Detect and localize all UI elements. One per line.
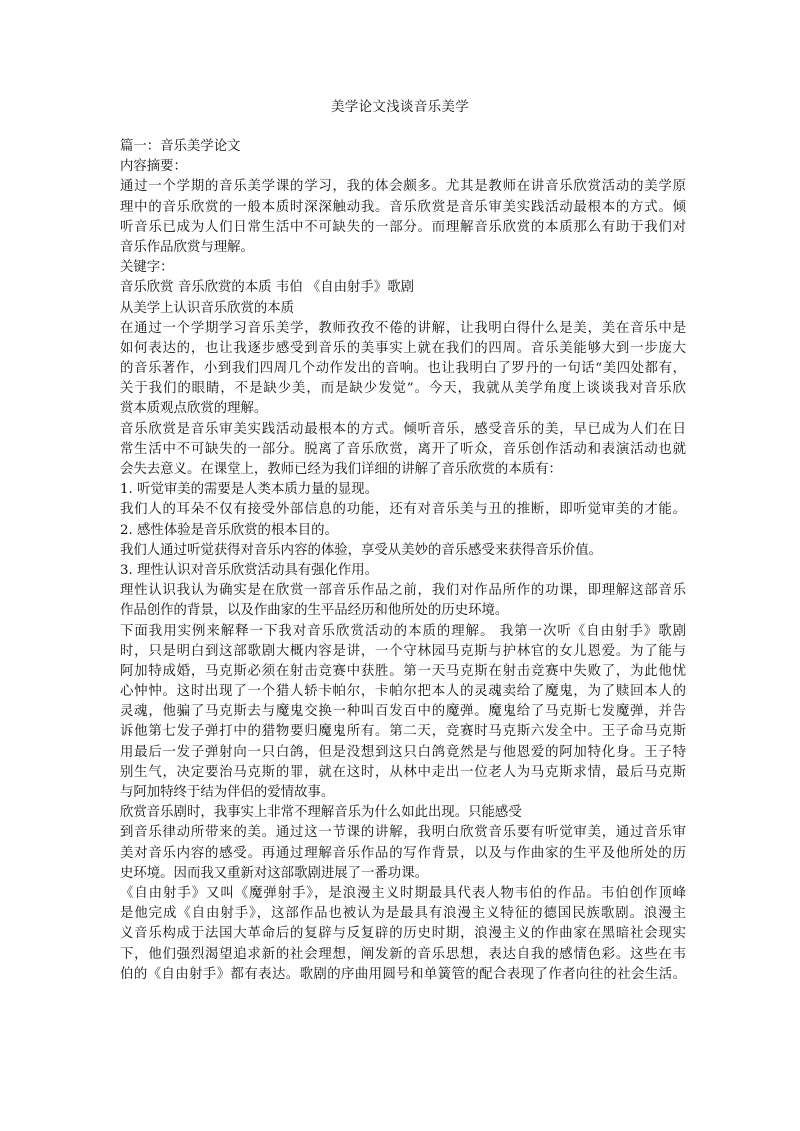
text-line: 灵魂，他骗了马克斯去与魔鬼交换一种叫百发百中的魔弹。魔鬼给了马克斯七发魔弹，并告: [120, 704, 686, 720]
text-line: 音乐欣赏是音乐审美实践活动最根本的方式。倾听音乐，感受音乐的美，早已成为人们在日: [120, 421, 686, 437]
text-line: 通过一个学期的音乐美学课的学习，我的体会颇多。尤其是教师在讲音乐欣赏活动的美学原: [120, 179, 686, 195]
text-line: 听音乐已成为人们日常生活中不可缺失的一部分。而理解音乐欣赏的本质那么有助于我们对: [120, 219, 686, 235]
text-line: 音乐作品欣赏与理解。: [120, 239, 254, 255]
text-line: 与阿加特终于结为伴侣的爱情故事。: [120, 785, 335, 800]
text-line: 阿加特成婚，马克斯必须在射击竞赛中获胜。第一天马克斯在射击竞赛中失败了，为此他忧: [120, 663, 686, 679]
text-line: 会失去意义。在课堂上，教师已经为我们详细的讲解了音乐欣赏的本质有：: [120, 462, 562, 477]
text-line: 下面我用实例来解释一下我对音乐欣赏活动的本质的理解。 我第一次听《自由射手》歌剧: [120, 623, 686, 639]
text-line: 常生活中不可缺失的一部分。脱离了音乐欣赏，离开了听众，音乐创作活动和表演活动也就: [120, 441, 686, 457]
text-line: 3. 理性认识对音乐欣赏活动具有强化作用。: [120, 562, 379, 578]
text-line: 1. 听觉审美的需要是人类本质力量的显现。: [120, 482, 379, 498]
text-line: 我们人通过听觉获得对音乐内容的体验，享受从美妙的音乐感受来获得音乐价值。: [120, 542, 603, 558]
text-line: 从美学上认识音乐欣赏的本质: [120, 300, 295, 316]
text-line: 美对音乐内容的感受。再通过理解音乐作品的写作背景，以及与作曲家的生平及他所处的历: [120, 845, 686, 861]
text-line: 关于我们的眼睛，不是缺少美，而是缺少发觉”。今天，我就从美学角度上谈谈我对音乐欣: [120, 381, 686, 397]
text-line: 2. 感性体验是音乐欣赏的根本目的。: [120, 522, 338, 538]
text-line: 内容摘要：: [120, 159, 187, 175]
text-line: 赏本质观点欣赏的理解。: [120, 401, 268, 417]
text-line: 心忡忡。这时出现了一个猎人轿卡帕尔，卡帕尔把本人的灵魂卖给了魔鬼，为了赎回本人的: [120, 684, 686, 700]
text-line: 作品创作的背景，以及作曲家的生平品经历和他所处的历史环境。: [120, 603, 509, 619]
text-line: 的音乐著作，小到我们四周几个动作发出的音响。也让我明白了罗丹的一句话“美四处都有，: [120, 361, 686, 377]
text-line: 诉他第七发子弹打中的猎物要归魔鬼所有。第二天，竞赛时马克斯六发全中。王子命马克斯: [120, 724, 686, 740]
text-line: 在通过一个学期学习音乐美学，教师孜孜不倦的讲解，让我明白得什么是美，美在音乐中是: [120, 320, 686, 336]
text-line: 伯的《自由射手》都有表达。歌剧的序曲用圆号和单簧管的配合表现了作者向往的社会生活。: [120, 966, 686, 982]
document-body: [120, 137, 686, 985]
text-line: 篇一：音乐美学论文: [120, 139, 241, 154]
text-line: 别生气，决定要治马克斯的罪，就在这时，从林中走出一位老人为马克斯求情，最后马克斯: [120, 764, 686, 780]
text-line: 义音乐构成于法国大革命后的复辟与反复辟的历史时期，浪漫主义的作曲家在黑暗社会现实: [120, 926, 686, 942]
text-line: 音乐欣赏 音乐欣赏的本质 韦伯 《自由射手》歌剧: [120, 280, 414, 296]
text-line: 理性认识我认为确实是在欣赏一部音乐作品之前，我们对作品所作的功课，即理解这部音乐: [120, 583, 686, 599]
text-line: 下，他们强烈渴望追求新的社会理想，阐发新的音乐思想，表达自我的感情色彩。这些在韦: [120, 946, 686, 962]
text-line: 《自由射手》又叫《魔弹射手》，是浪漫主义时期最具代表人物韦伯的作品。韦伯创作顶峰: [120, 885, 686, 901]
text-line: 到音乐律动所带来的美。通过这一节课的讲解，我明白欣赏音乐要有听觉审美，通过音乐审: [120, 825, 686, 841]
text-line: 如何表达的，也让我逐步感受到音乐的美事实上就在我们的四周。音乐美能够大到一步庞大: [120, 340, 686, 356]
text-line: 我们人的耳朵不仅有接受外部信息的功能，还有对音乐美与丑的推断，即听觉审美的才能。: [120, 502, 686, 518]
text-line: 时，只是明白到这部歌剧大概内容是讲，一个守林园马克斯与护林官的女儿恩爱。为了能与: [120, 643, 686, 659]
text-line: 用最后一发子弹射向一只白鸽，但是没想到这只白鸽竟然是与他恩爱的阿加特化身。王子特: [120, 744, 686, 760]
text-line: 史环境。因而我又重新对这部歌剧进展了一番功课。: [120, 865, 428, 881]
text-line: 关键字：: [120, 260, 174, 276]
text-line: 是他完成《自由射手》，这部作品也被认为是最具有浪漫主义特征的德国民族歌剧。浪漫主: [120, 906, 686, 922]
text-line: 理中的音乐欣赏的一般本质时深深触动我。音乐欣赏是音乐审美实践活动最根本的方式。倾: [120, 199, 686, 215]
text-line: 欣赏音乐剧时，我事实上非常不理解音乐为什么如此出现。只能感受: [120, 805, 522, 821]
document-title: 美学论文浅谈音乐美学: [331, 99, 469, 115]
